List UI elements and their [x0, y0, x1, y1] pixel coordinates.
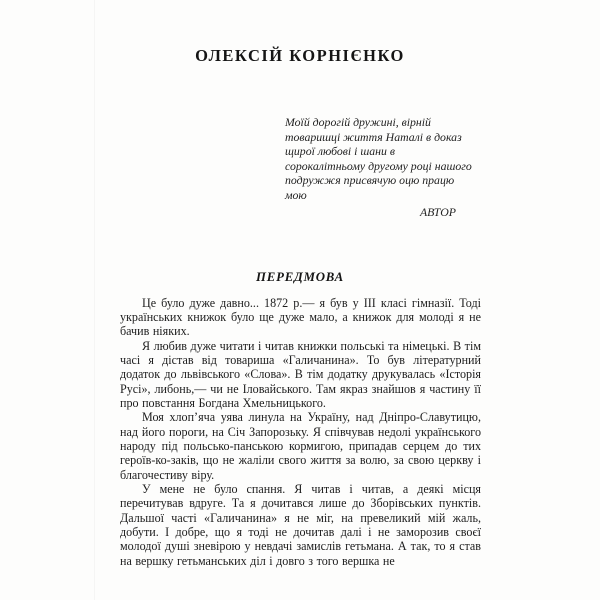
preface-body [120, 296, 481, 569]
dedication-signature: АВТОР [419, 204, 456, 219]
dedication-text: Моїй дорогій дружині, вірній товаришці життя Наталі в доказ щирої любові і шани в сорокалітньому другому році нашого подружжя присвячую оцю працю мою [285, 115, 472, 202]
preface-paragraph: Моя хлоп’яча уява линула на Україну, над Дніпро-Славутицю, над його пороги, на Січ Запорозьку. Я співчував недолі українського народу під польсько-панською кормигою, припадав серцем до тих героїв-ко-заків, що не жаліли свого життя за волю, за свою церкву і благочестиву віру. [120, 410, 481, 482]
preface-paragraph: Це було дуже давно... 1872 р.— я був у III класі гімназії. Тоді українських книжок було ще дуже мало, а книжок для молоді я не бачив ніяких. [120, 295, 481, 339]
preface-paragraph: Я любив дуже читати і читав книжки польські та німецькі. В тім часі я дістав від товариша «Галичанина». То був літературний додаток до львівського «Слова». В тім додатку друкувалась «Історія Русі», либонь,— чи не Іловайського. Там якраз знайшов я частину її про повстання Богдана Хмельницького. [120, 338, 481, 410]
preface-paragraph: У мене не було спання. Я читав і читав, а деякі місця перечитував вдруге. Та я дочитався лише до Зборівських пунктів. Дальшої часті «Галичанина» я не міг, на превеликий мій жаль, добути. І добре, що я тоді не дочитав далі і не заморозив своєї молодої душі зневірою у невдачі замислів гетьмана. А так, то я став на вершку гетьманських діл і довго з того вершка не [120, 482, 481, 568]
section-heading-preface: ПЕРЕДМОВА [256, 269, 344, 284]
author-title: ОЛЕКСІЙ КОРНІЄНКО [195, 46, 405, 65]
